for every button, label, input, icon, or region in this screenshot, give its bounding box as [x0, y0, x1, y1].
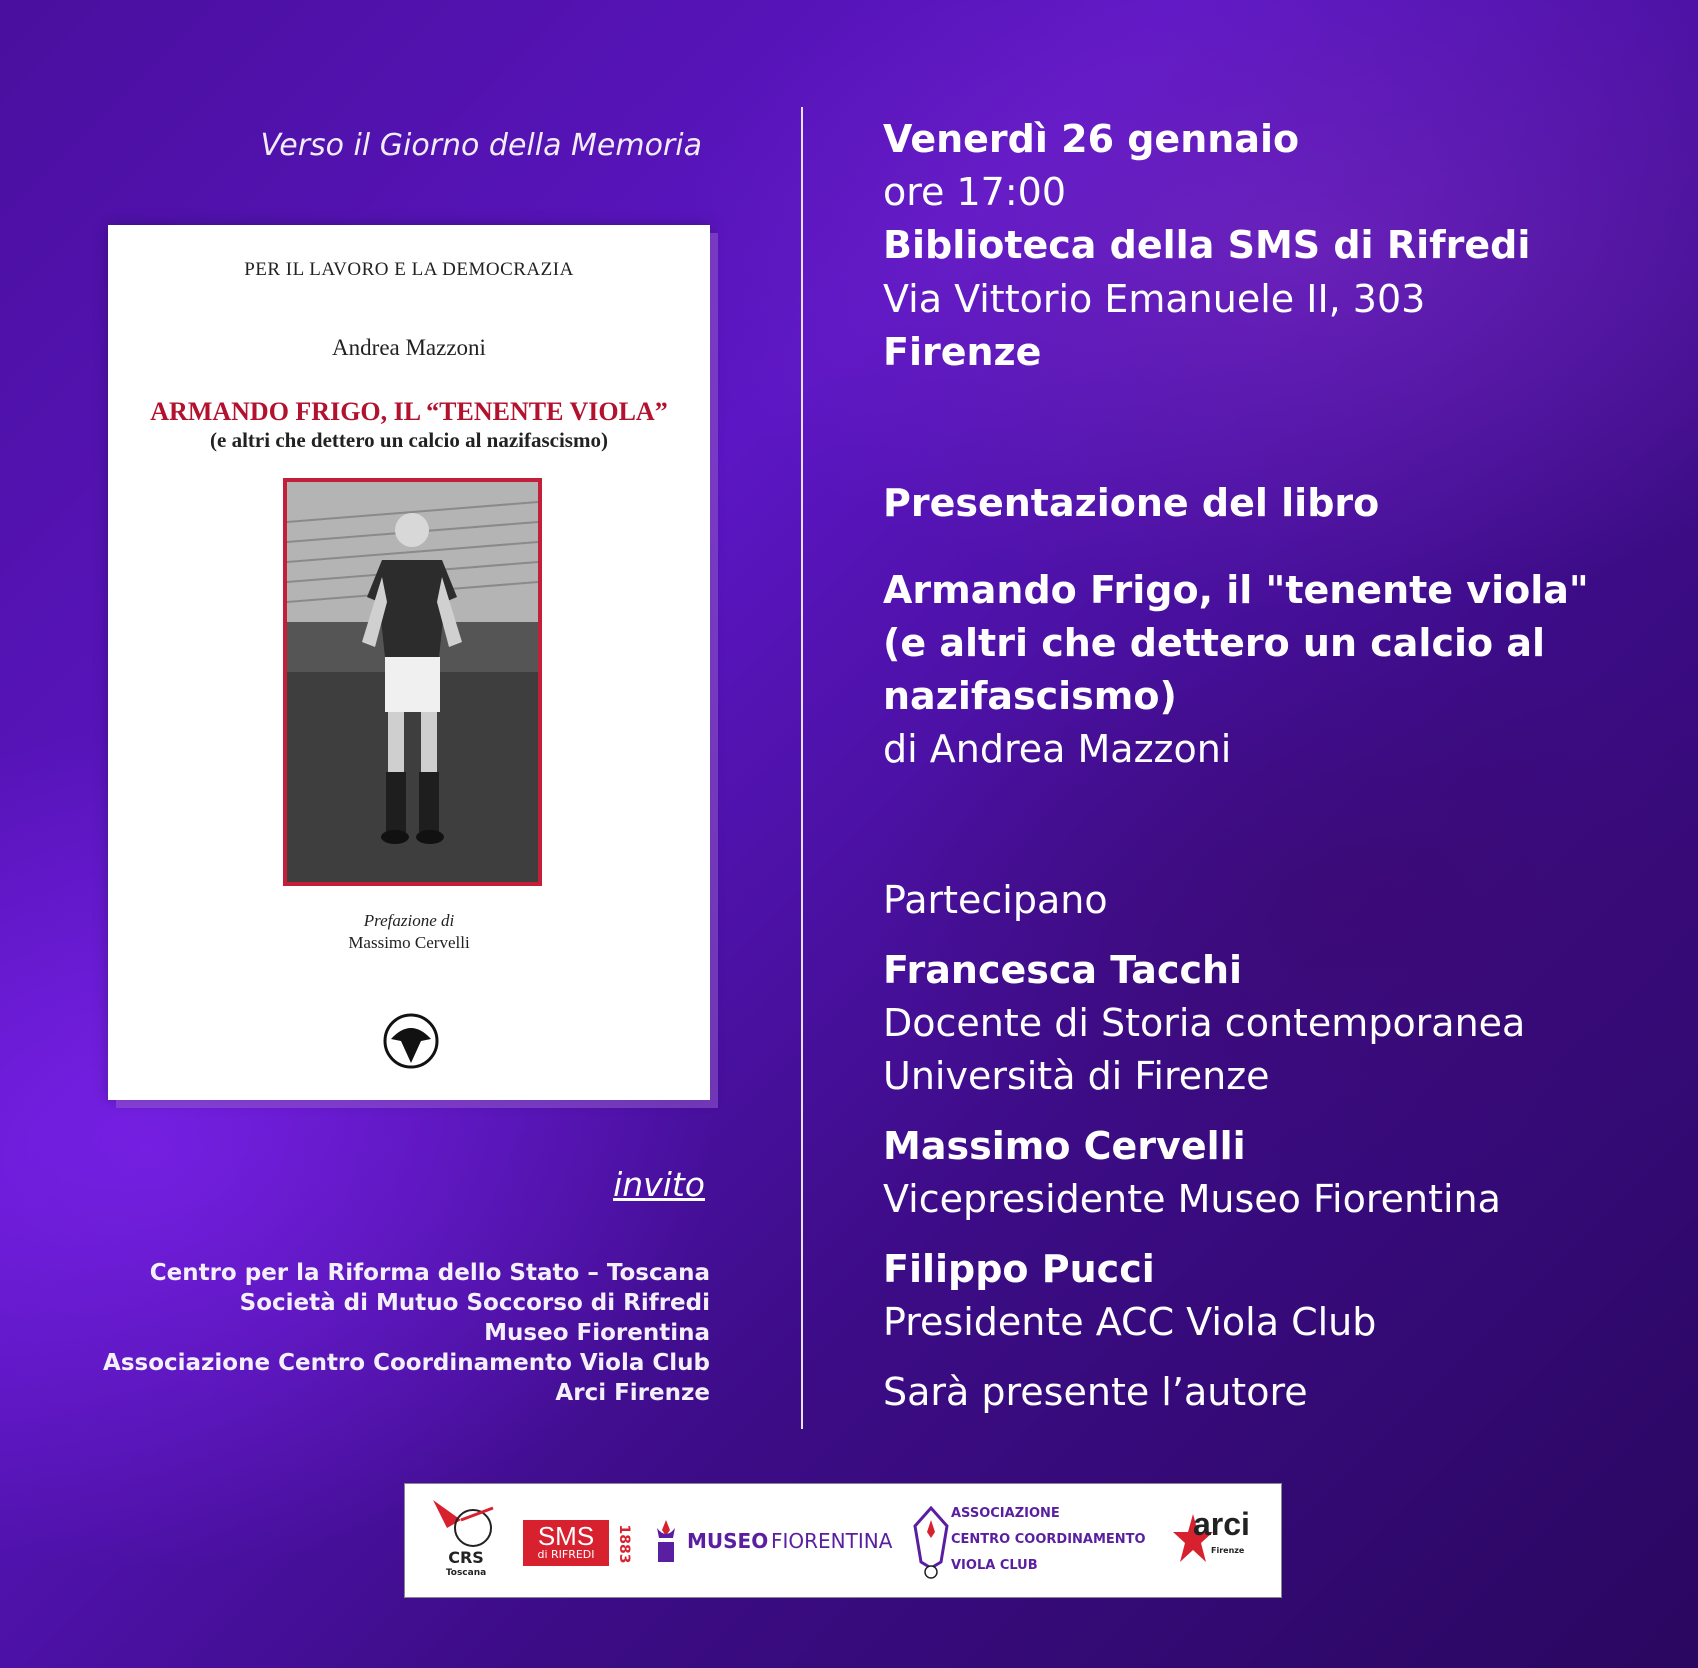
crs-emblem-icon — [431, 1498, 501, 1548]
book-title-line: nazifascismo) — [883, 674, 1177, 718]
acc-logo-line3: VIOLA CLUB — [951, 1558, 1038, 1573]
book-byline: di Andrea Mazzoni — [883, 727, 1232, 771]
cover-author: Andrea Mazzoni — [332, 335, 486, 360]
event-city: Firenze — [883, 330, 1042, 374]
acc-logo-line1: ASSOCIAZIONE — [951, 1506, 1060, 1521]
sms-logo-text: SMS — [537, 1521, 595, 1551]
participant-name: Massimo Cervelli — [883, 1124, 1246, 1168]
viola-club-shield-icon — [911, 1506, 951, 1580]
book-title-line: (e altri che dettero un calcio al — [883, 621, 1546, 665]
participant-role: Università di Firenze — [883, 1054, 1270, 1098]
organizer-item: Arci Firenze — [555, 1380, 710, 1406]
presentation-heading: Presentazione del libro — [883, 481, 1380, 525]
organizer-item: Associazione Centro Coordinamento Viola Club — [103, 1350, 710, 1376]
cover-preface-label: Prefazione di — [363, 911, 455, 930]
book-title-line: Armando Frigo, il "tenente viola" — [883, 568, 1589, 612]
event-date: Venerdì 26 gennaio — [883, 117, 1300, 161]
organizer-item: Società di Mutuo Soccorso di Rifredi — [239, 1290, 710, 1316]
arci-logo-sub: Firenze — [1211, 1546, 1245, 1555]
event-time: ore 17:00 — [883, 170, 1067, 214]
crs-logo-text: CRS — [448, 1548, 484, 1567]
organizers-list — [103, 1258, 710, 1408]
cover-preface-author: Massimo Cervelli — [348, 933, 470, 952]
cover-subtitle: (e altri che dettero un calcio al nazifascismo) — [210, 428, 608, 452]
cover-title: ARMANDO FRIGO, IL “TENENTE VIOLA” — [150, 397, 668, 426]
football-player-illustration — [287, 482, 538, 882]
fiorentina-lily-icon — [653, 1518, 679, 1564]
cover-series: PER IL LAVORO E LA DEMOCRAZIA — [244, 259, 574, 280]
publisher-logo-icon — [383, 1013, 439, 1069]
crs-logo — [431, 1498, 501, 1584]
museo-logo-word2: FIORENTINA — [771, 1529, 893, 1553]
event-address: Via Vittorio Emanuele II, 303 — [883, 277, 1426, 321]
vertical-divider — [801, 107, 803, 1429]
organizer-item: Centro per la Riforma dello Stato – Toscana — [149, 1260, 710, 1286]
organizer-item: Museo Fiorentina — [484, 1320, 710, 1346]
author-presence-note: Sarà presente l’autore — [883, 1370, 1308, 1414]
sponsor-logo-bar — [404, 1483, 1282, 1598]
participant-name: Francesca Tacchi — [883, 948, 1243, 992]
participant-role: Vicepresidente Museo Fiorentina — [883, 1177, 1501, 1221]
crs-logo-sub: Toscana — [445, 1568, 487, 1578]
event-venue: Biblioteca della SMS di Rifredi — [883, 223, 1531, 267]
invite-label: invito — [613, 1165, 705, 1204]
sms-logo-sub: di RIFREDI — [537, 1548, 595, 1561]
book-cover — [108, 225, 710, 1100]
cover-photo — [283, 478, 542, 886]
participant-role: Docente di Storia contemporanea — [883, 1001, 1526, 1045]
museo-logo-word1: MUSEO — [687, 1529, 769, 1553]
participants-heading: Partecipano — [883, 878, 1108, 922]
sms-logo-year: 1883 — [616, 1524, 632, 1564]
participant-role: Presidente ACC Viola Club — [883, 1300, 1377, 1344]
participant-name: Filippo Pucci — [883, 1247, 1155, 1291]
sms-logo — [523, 1520, 609, 1566]
arci-logo-text: arci — [1193, 1506, 1250, 1542]
acc-logo-line2: CENTRO COORDINAMENTO — [951, 1532, 1146, 1547]
tagline: Verso il Giorno della Memoria — [260, 128, 702, 163]
